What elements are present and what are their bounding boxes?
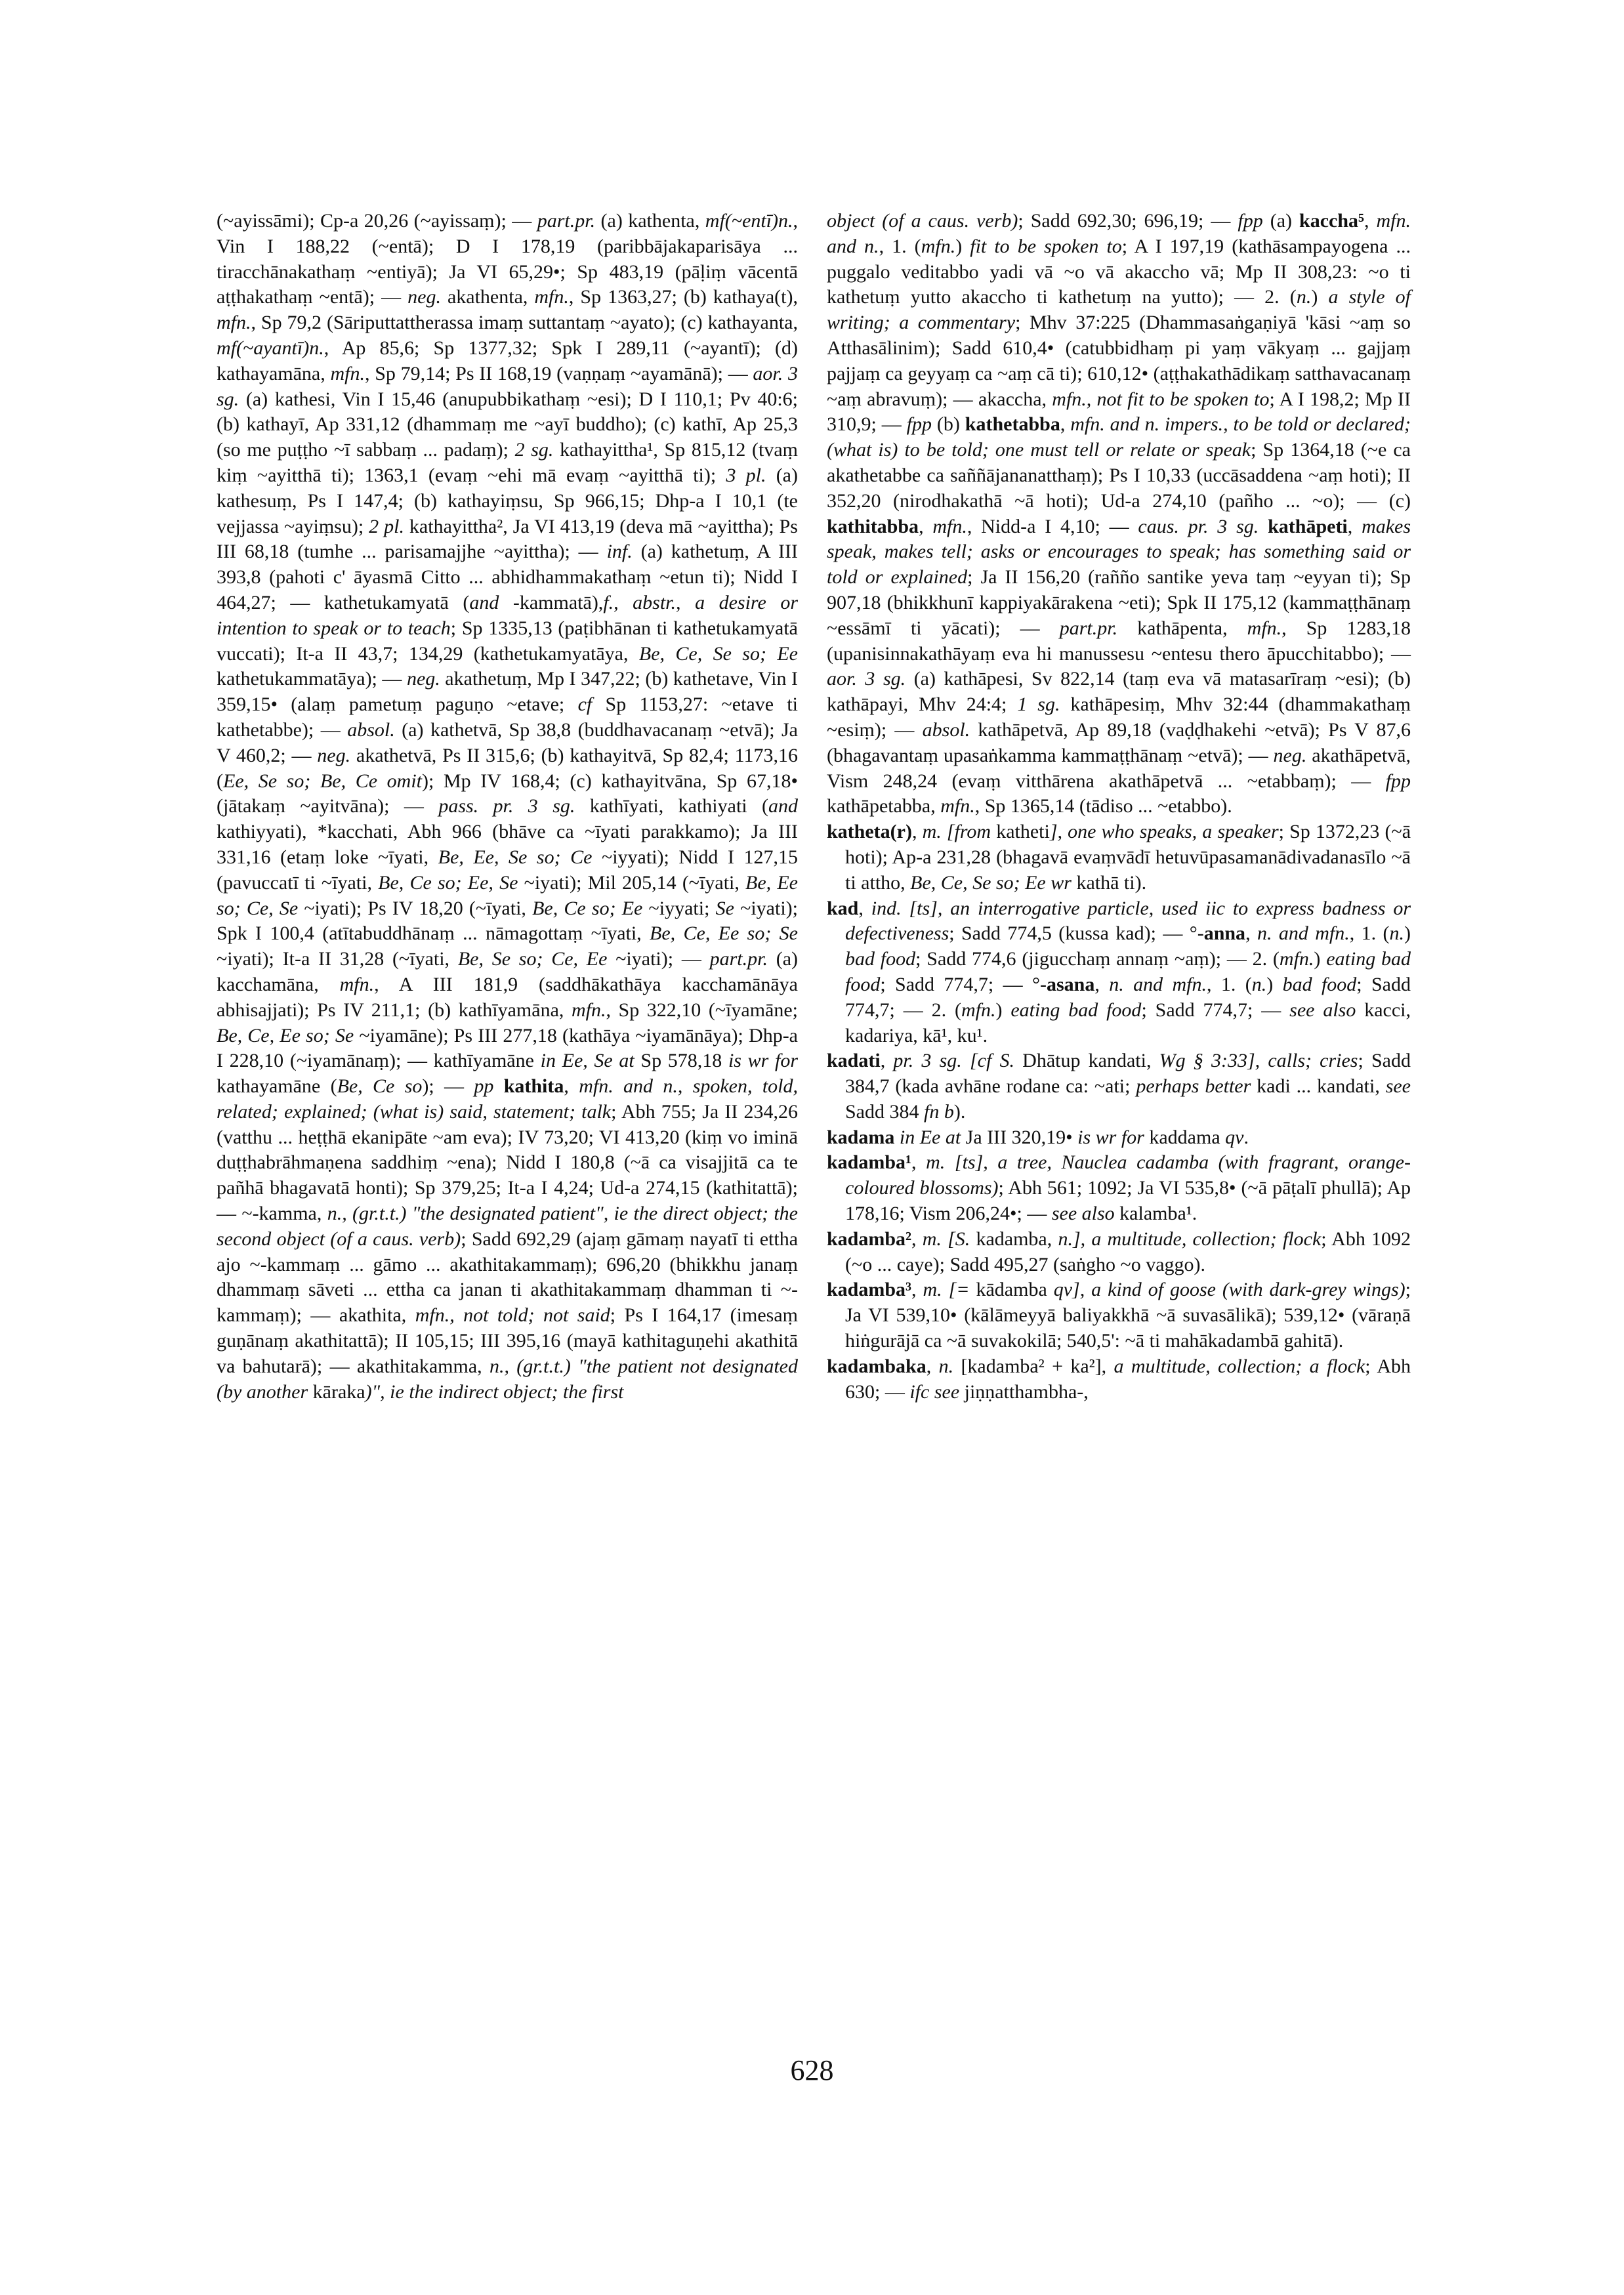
italic-gloss: absol. <box>922 718 970 741</box>
entry-text: kādamba <box>969 1279 1054 1301</box>
entry-text: (a) kathesi, Vin I 15,46 (anupubbikathaṃ ~esi); D I 110,1; Pv 40:6; (b) kathayī, Ap 331,12 (dhammaṃ me ~ayī buddho); (c) kathī, Ap 25,3 (so me puṭṭho ~ī sabbaṃ ... padaṃ); <box>217 388 798 461</box>
italic-gloss: m. [ts], a tree, Nauclea cadamba (with fragrant, orange-coloured blossoms) <box>845 1151 1411 1199</box>
headword: kadamba² <box>827 1228 912 1250</box>
italic-gloss: mfn. <box>339 973 375 995</box>
entry-text: ; A I 197,19 (kathāsampayogena ... puggalo veditabbo yadi vā ~o vā akaccho vā; Mp II 308,23: ~o ti kathetuṃ yutto akaccho ti kathetuṃ na yutto); — 2. ( <box>827 235 1411 308</box>
entry-text: ; Sadd 774,7; — <box>1141 999 1290 1021</box>
entry-text: kadamba, <box>970 1228 1058 1250</box>
italic-gloss: 3 pl. <box>726 464 766 486</box>
dictionary-entry <box>827 1354 1411 1405</box>
italic-gloss: bad food <box>845 948 916 970</box>
entry-text: Dhātup kandati, <box>1014 1050 1159 1072</box>
italic-gloss: Be, Ce, Ee so; Se <box>217 1024 354 1046</box>
entry-text: ) <box>955 235 970 257</box>
italic-gloss: qv <box>1225 1126 1244 1148</box>
italic-gloss: mfn. and n., spoken, told, related; explained; (what is) said, statement; talk <box>217 1075 798 1123</box>
entry-text: ~iyyati; <box>642 897 716 919</box>
entry-text <box>1259 516 1268 537</box>
entry-text: kadi ... kandati, <box>1251 1075 1386 1098</box>
entry-text: (a) <box>1262 210 1300 232</box>
entry-text: kacci, kadariya, kā¹, ku¹. <box>845 999 1411 1046</box>
italic-gloss: Be, Ce so; Ee <box>532 897 643 919</box>
italic-gloss: pr. 3 sg. [cf S. <box>893 1050 1014 1072</box>
entry-text: ~iyati); — <box>607 948 710 970</box>
italic-gloss: eating bad food <box>845 948 1411 995</box>
entry-text: , Sp 1365,14 (tādiso ... ~etabbo). <box>974 795 1232 817</box>
italic-gloss: ind. [ts], an interrogative particle, used iic to express badness or defectiveness <box>845 897 1411 945</box>
entry-text: akathenta, <box>440 286 535 308</box>
italic-gloss: object (of a caus. verb) <box>827 210 1018 232</box>
entry-text: , <box>919 515 933 537</box>
entry-text: akathetuṃ, Mp I 347,22; (b) kathetave, Vin I 359,15• (alaṃ pametuṃ paguṇo ~etave; <box>217 668 798 716</box>
italic-gloss: is wr for <box>728 1050 798 1072</box>
entry-text: , Sp 322,10 (~īyamāne; <box>606 999 799 1021</box>
italic-gloss: in Ee at <box>899 1126 961 1148</box>
italic-gloss: mfn. <box>932 515 967 537</box>
entry-text: ); Mp IV 168,4; (c) kathayitvāna, Sp 67,18• (jātakaṃ ~ayitvāna); — <box>217 770 799 817</box>
entry-text: , <box>564 1075 579 1098</box>
entry-text <box>894 1127 900 1148</box>
italic-gloss: m. [= <box>923 1279 970 1301</box>
entry-text: akathetvā, Ps II 315,6; (b) kathayitvā, Sp 82,4; 1173,16 ( <box>217 744 798 792</box>
headword: kathita <box>493 1075 564 1098</box>
headword: kathetabba <box>965 413 1060 436</box>
entry-text: ~iyati); Spk I 100,4 (atītabuddhānaṃ ... nāmagottaṃ ~īyati, <box>217 897 798 945</box>
italic-gloss: fpp <box>1238 210 1263 232</box>
dictionary-entry <box>827 1125 1411 1151</box>
italic-gloss: n. <box>938 1355 954 1377</box>
entry-text: kathāpenta, <box>1117 617 1247 639</box>
entry-text: kathāpetabba, <box>827 795 941 817</box>
italic-gloss: m. [from <box>922 821 991 843</box>
italic-gloss: n. and mfn. <box>1109 973 1207 995</box>
entry-text: , 1. ( <box>1349 922 1390 945</box>
italic-gloss: mf(~entī)n. <box>705 210 793 232</box>
entry-text: , <box>1245 922 1257 945</box>
entry-text: ) <box>1266 973 1283 995</box>
italic-gloss: mfn. and n. impers., to be told or declared; (what is) to be told; one must tell or relate or speak <box>827 413 1411 461</box>
entry-text: ) <box>1314 948 1327 970</box>
entry-text: , 1. ( <box>1206 973 1252 995</box>
italic-gloss: Be, Ce, Se so; Ee wr <box>910 871 1072 894</box>
italic-gloss: n. <box>1251 973 1267 995</box>
italic-gloss: m. [S. <box>922 1228 970 1250</box>
entry-text: ). <box>953 1100 966 1123</box>
italic-gloss: and <box>768 795 798 817</box>
entry-text: kaddama <box>1144 1126 1226 1148</box>
entry-continuation <box>827 209 1411 819</box>
right-column <box>827 209 1411 1405</box>
entry-text: , Sp 79,2 (Sāriputtattherassa imaṃ suttantaṃ ~ayato); (c) kathayanta, <box>251 312 798 334</box>
italic-gloss: and <box>469 591 499 613</box>
entry-text: ; Abh 561; 1092; Ja VI 535,8• (~ā pāṭalī phullā); Ap 178,16; Vism 206,24•; — <box>845 1177 1411 1225</box>
entry-text: , Sp 79,14; Ps II 168,19 (vaṇṇaṃ ~ayamānā); — <box>364 362 753 384</box>
italic-gloss: part.pr. <box>1059 617 1118 639</box>
italic-gloss: n. and mfn. <box>1257 922 1350 945</box>
entry-text: kalamba¹. <box>1114 1203 1197 1225</box>
entry-text: jiṇṇatthambha-, <box>959 1380 1089 1403</box>
italic-gloss: neg. <box>1273 744 1307 766</box>
entry-text: ; Sadd 692,30; 696,19; — <box>1018 210 1238 232</box>
entry-text: ; Mhv 37:225 (Dhammasaṅgaṇiyā 'kāsi ~aṃ so Atthasālinim); Sadd 610,4• (catubbidhaṃ pi yaṃ vākyaṃ ... gajjaṃ pajjaṃ ca geyyaṃ ca ~aṃ cā ti); 610,12• (aṭṭhakathādikaṃ satthavacanaṃ ~aṃ abravuṃ); — akaccha, <box>827 312 1411 410</box>
italic-gloss: mf(~ayantī)n. <box>217 337 324 359</box>
entry-text: ; Abh 755; Ja II 234,26 (vatthu ... heṭṭhā ekanipāte ~am eva); IV 73,20; VI 413,20 (kiṃ vo iminā duṭṭhabrāhmaṇena saddhiṃ ~ena); Nidd I 180,8 (~ā ca visajjitā ca te pañhā bhagavatā honti); Sp 379,25; It-a I 4,24; Ud-a 274,15 (kathitattā); — ~-kamma, <box>217 1100 798 1225</box>
italic-gloss: Be, Ce so <box>337 1075 423 1098</box>
entry-text: , A III 181,9 (saddhākathāya kacchamānāya abhisajjati); Ps IV 211,1; (b) kathīyamāna, <box>217 973 798 1021</box>
entry-text: (b) <box>932 413 965 436</box>
entry-text: , <box>911 821 923 843</box>
entry-text: , <box>1094 973 1110 995</box>
italic-gloss: mfn. and n. <box>827 210 1411 257</box>
italic-gloss: ifc see <box>909 1380 960 1403</box>
dictionary-entry <box>827 1277 1411 1354</box>
entry-text: Sadd 384 <box>845 1100 924 1123</box>
italic-gloss: cf <box>577 693 593 716</box>
italic-gloss: see <box>1385 1075 1411 1098</box>
italic-gloss: bad food <box>1282 973 1357 995</box>
entry-text: ~iyyati); Nidd I 127,15 (pavuccatī ti ~īyati, <box>217 846 798 894</box>
entry-text: ; Ja II 156,20 (rañño santike yeva taṃ ~eyyan ti); Sp 907,18 (bhikkhunī kappiyakārakena ~eti); Spk II 175,12 (kammaṭṭhānaṃ ~essāmī ti yācati); — <box>827 566 1411 639</box>
entry-text: ; Ps I 164,17 (imesaṃ guṇānaṃ akathitattā); II 105,15; III 395,16 (mayā kathitaguṇehi akathitā va bahutarā); — akathitakamma, <box>217 1304 798 1377</box>
italic-gloss: fpp <box>906 413 932 436</box>
italic-gloss: neg. <box>317 744 351 766</box>
entry-text: Ja III 320,19• <box>961 1126 1078 1148</box>
dictionary-entry <box>827 896 1411 1049</box>
italic-gloss: neg. <box>406 668 440 690</box>
entry-text: kathiyyati), *kacchati, Abh 966 (bhāve ca ~īyati parakkamo); Ja III 331,16 (etaṃ loke ~īyati, <box>217 821 798 868</box>
italic-gloss: pp <box>474 1075 494 1098</box>
entry-text: ; Sadd 774,7; — 2. ( <box>845 973 1411 1021</box>
entry-text: akathāpetvā, Vism 248,24 (evaṃ vitthārena akathāpetvā ... ~etabbaṃ); — <box>827 744 1411 792</box>
italic-gloss: Be, Ee so; Ce, Se <box>217 871 798 919</box>
entry-text: kathā ti). <box>1071 871 1147 894</box>
italic-gloss: n. <box>1389 922 1404 945</box>
headword: asana <box>1046 973 1095 995</box>
entry-text: , <box>1364 210 1377 232</box>
italic-gloss: n. <box>1296 286 1312 308</box>
entry-text: ) <box>995 999 1011 1021</box>
italic-gloss: mfn., not fit to be spoken to <box>1052 388 1270 410</box>
italic-gloss: n., (gr.t.t.) "the patient not designated (by another <box>217 1355 798 1403</box>
italic-gloss: aor. 3 sg. <box>827 668 906 690</box>
italic-gloss: Be, Ce so; Ee, Se <box>378 871 518 894</box>
dictionary-entry <box>827 1048 1411 1125</box>
entry-text: kathīyati, kathiyati ( <box>575 795 768 817</box>
entry-text: ; Sp 1364,18 (~e ca akathetabbe ca saññājananatthaṃ); Ps I 10,33 (uccāsaddena ~aṃ hoti); II 352,20 (nirodhakathā ~ā hoti); Ud-a 274,10 (pañho ... ~o); — (c) <box>827 439 1411 512</box>
italic-gloss: mfn. <box>571 999 606 1021</box>
headword: kaccha⁵ <box>1299 210 1365 232</box>
italic-gloss: absol. <box>347 718 395 741</box>
italic-gloss: Be, Ee, Se so; Ce <box>438 846 593 868</box>
entry-text: kāraka <box>308 1380 365 1403</box>
entry-text: ; Sp 1335,13 (paṭibhānan ti kathetukamyatā vuccati); It-a II 43,7; 134,29 (kathetukamyatāya, <box>217 617 798 665</box>
italic-gloss: Ee, Se so; Be, Ce omit <box>223 770 422 792</box>
entry-text: (a) kathetuṃ, A III 393,8 (pahoti c' āyasmā Citto ... abhidhammakathaṃ ~etun ti); Nidd I 464,27; — kathetukamyatā ( <box>217 541 799 613</box>
entry-text: ; Sadd 774,7; — °- <box>880 973 1047 995</box>
entry-text: Sp 578,18 <box>634 1050 728 1072</box>
entry-text: kathayamāne ( <box>217 1075 337 1098</box>
italic-gloss: )", ie the indirect object; the first <box>365 1380 624 1403</box>
entry-text: , Nidd-a I 4,10; — <box>967 515 1138 537</box>
entry-text: ; Sp 1372,23 (~ā hoti); Ap-a 231,28 (bhagavā evaṃvādī hetuvūpasamanādivadanasīlo ~ā ti attho, <box>845 821 1411 894</box>
entry-text: , <box>926 1355 939 1377</box>
italic-gloss: in Ee, Se at <box>540 1050 635 1072</box>
entry-text: , Sp 1283,18 (upanisinnakathāyaṃ eva hi manussesu ~entesu thero āpucchitabbo); — <box>827 617 1411 665</box>
headword: kadama <box>827 1126 895 1148</box>
entry-text: , <box>858 897 871 919</box>
entry-text: ~iyati); It-a II 31,28 (~īyati, <box>217 948 458 970</box>
italic-gloss: Be, Ce, Ee so; Se <box>650 922 798 945</box>
italic-gloss: Se <box>715 897 734 919</box>
italic-gloss: see also <box>1289 999 1356 1021</box>
italic-gloss: is wr for <box>1077 1126 1144 1148</box>
dictionary-entry <box>827 1227 1411 1278</box>
entry-text: kathayittha¹, Sp 815,12 (tvaṃ kiṃ ~ayitthā ti); 1363,1 (evaṃ ~ehi mā evaṃ ~ayitthā ti); <box>217 439 798 486</box>
italic-gloss: eating bad food <box>1010 999 1142 1021</box>
entry-text: kathāpetvā, Ap 89,18 (vaḍḍhakehi ~etvā); Ps V 87,6 (bhagavantaṃ upasaṅkamma kammaṭṭhānaṃ ~etvā); — <box>827 718 1411 766</box>
entry-text: ~iyamāne); Ps III 277,18 (kathāya ~iyamānāya); Dhp-a I 228,10 (~iyamānaṃ); — kathīyamāne <box>217 1024 798 1072</box>
italic-gloss: mfn. <box>921 235 956 257</box>
entry-text: ~iyati); Mil 205,14 (~īyati, <box>518 871 746 894</box>
entry-text: kathayittha², Ja VI 413,19 (deva mā ~ayittha); Ps III 68,18 (tumhe ... parisamajjhe ~ayittha); — <box>217 515 798 563</box>
entry-text: ; Abh 1092 (~o ... caye); Sadd 495,27 (saṅgho ~o vaggo). <box>845 1228 1411 1275</box>
italic-gloss: mfn., not told; not said <box>415 1304 610 1327</box>
entry-text: ; A I 198,2; Mp II 310,9; — <box>827 388 1411 436</box>
entry-text: ; Abh 630; — <box>845 1355 1411 1403</box>
entry-text: katheti <box>991 821 1050 843</box>
entry-text: ) <box>1404 922 1411 945</box>
italic-gloss: mfn. <box>1279 948 1314 970</box>
entry-continuation <box>217 209 798 1405</box>
italic-gloss: Be, Se so; Ce, Ee <box>457 948 608 970</box>
headword: kathitabba <box>827 515 919 537</box>
italic-gloss: mfn. <box>217 312 251 334</box>
entry-text: , <box>880 1050 894 1072</box>
entry-text: ; Sadd 692,29 (ajaṃ gāmaṃ nayatī ti ettha ajo ~-kammaṃ ... gāmo ... akathitakammaṃ); 696,20 (bhikkhu janaṃ dhammaṃ sāveti ... ettha ca janan ti akathitakammaṃ dhamman ti ~-kammaṃ); — akathita, <box>217 1228 799 1327</box>
entry-text: (a) kathenta, <box>595 210 705 232</box>
italic-gloss: fn b <box>924 1100 954 1123</box>
italic-gloss: perhaps better <box>1136 1075 1251 1098</box>
entry-text: ; Sadd 774,5 (kussa kad); — °- <box>949 922 1204 945</box>
entry-text: , <box>911 1228 923 1250</box>
entry-text: (a) kathetvā, Sp 38,8 (buddhavacanaṃ ~etvā); Ja V 460,2; — <box>217 718 798 766</box>
italic-gloss: inf. <box>606 541 633 563</box>
italic-gloss: fit to be spoken to <box>970 235 1122 257</box>
italic-gloss: mfn. <box>940 795 975 817</box>
entry-text: [kadamba² + ka²], <box>953 1355 1114 1377</box>
entry-text: (a) kathesuṃ, Ps I 147,4; (b) kathayiṃsu, Sp 966,15; Dhp-a I 10,1 (te vejjassa ~ayiṃsu); <box>217 464 798 537</box>
entry-text: , 1. ( <box>879 235 921 257</box>
left-column <box>217 209 798 1405</box>
italic-gloss: see also <box>1051 1203 1115 1225</box>
headword: kad <box>827 897 859 919</box>
italic-gloss: mfn. <box>534 286 569 308</box>
italic-gloss: pass. pr. 3 sg. <box>438 795 575 817</box>
italic-gloss: Wg § 3:33], calls; cries <box>1159 1050 1358 1072</box>
italic-gloss: a multitude, collection; a flock <box>1114 1355 1365 1377</box>
entry-text: , <box>911 1279 923 1301</box>
italic-gloss: 1 sg. <box>1017 693 1060 716</box>
italic-gloss: ], one who speaks, a speaker <box>1049 821 1279 843</box>
italic-gloss: Be, Ce, Se so; Ee <box>638 642 798 665</box>
entry-text: . <box>1243 1126 1249 1148</box>
entry-text: Sp 1153,27: ~etave ti kathetabbe); — <box>217 693 799 741</box>
italic-gloss: mfn. <box>1247 617 1282 639</box>
entry-text: ~iyati); Ps IV 18,20 (~īyati, <box>298 897 533 919</box>
italic-gloss: caus. pr. 3 sg. <box>1138 515 1259 537</box>
headword: kathāpeti <box>1268 515 1348 537</box>
headword: kadati <box>827 1050 881 1072</box>
italic-gloss: mfn. <box>330 362 365 384</box>
italic-gloss: qv], a kind of goose (with dark-grey wings) <box>1053 1279 1405 1301</box>
dictionary-entry <box>827 819 1411 896</box>
headword: katheta(r) <box>827 821 912 843</box>
italic-gloss: makes speak, makes tell; asks or encourages to speak; has something said or told or explained <box>827 515 1411 589</box>
italic-gloss: part.pr. <box>537 210 596 232</box>
italic-gloss: part.pr. <box>709 948 768 970</box>
entry-text: kathāpesiṃ, Mhv 32:44 (dhammakathaṃ ~esiṃ); — <box>827 693 1411 741</box>
headword: kadambaka <box>827 1355 927 1377</box>
entry-text: , <box>911 1151 927 1174</box>
italic-gloss: n., (gr.t.t.) "the designated patient", ie the direct object; the second object (of a caus. verb) <box>217 1203 798 1250</box>
headword: anna <box>1203 922 1246 945</box>
italic-gloss: 2 pl. <box>369 515 404 537</box>
entry-text: , Sp 1363,27; (b) kathaya(t), <box>568 286 798 308</box>
italic-gloss: a style of writing; a commentary <box>827 286 1411 334</box>
entry-text: (a) kathāpesi, Sv 822,14 (taṃ eva vā matasarīraṃ ~esi); (b) kathāpayi, Mhv 24:4; <box>827 668 1411 716</box>
page-number: 628 <box>790 2054 834 2086</box>
entry-text: , <box>1347 515 1362 537</box>
entry-text: , <box>1060 413 1071 436</box>
italic-gloss: n.], a multitude, collection; flock <box>1058 1228 1322 1250</box>
entry-text: (a) kacchamāna, <box>217 948 799 995</box>
headword: kadamba³ <box>827 1279 912 1301</box>
italic-gloss: fpp <box>1385 770 1411 792</box>
dictionary-entry <box>827 1150 1411 1226</box>
entry-text: -kammatā), <box>499 591 604 613</box>
italic-gloss: 2 sg. <box>514 439 554 461</box>
entry-text: ; Ja VI 539,10• (kālāmeyyā baliyakkhā ~ā suvasālikā); 539,12• (vāraṇā hiṅgurājā ca ~ā suvakokilā; 540,5': ~ā ti mahākadambā gahitā). <box>845 1279 1411 1352</box>
entry-text: ); — <box>422 1075 474 1098</box>
italic-gloss: f., abstr., a desire or intention to speak or to teach <box>217 591 799 639</box>
entry-text: , Vin I 188,22 (~entā); D I 178,19 (paribbājakaparisāya ... tiracchānakathaṃ ~entiyā); Ja VI 65,29•; Sp 483,19 (pāḷiṃ vācentā aṭṭhakathaṃ ~entā); — <box>217 210 798 308</box>
italic-gloss: neg. <box>407 286 441 308</box>
entry-text: kathetukammatāya); — <box>217 668 407 690</box>
headword: kadamba¹ <box>827 1151 912 1174</box>
entry-text: ; Sadd 774,6 (jigucchaṃ annaṃ ~aṃ); — 2. ( <box>915 948 1280 970</box>
italic-gloss: aor. 3 sg. <box>217 362 798 410</box>
entry-text: , Ap 85,6; Sp 1377,32; Spk I 289,11 (~ayantī); (d) kathayamāna, <box>217 337 798 384</box>
entry-text: ) <box>1311 286 1329 308</box>
italic-gloss: mfn. <box>961 999 996 1021</box>
entry-text: ; Sadd 384,7 (kada avhāne rodane ca: ~ati; <box>845 1050 1411 1098</box>
entry-text: (~ayissāmi); Cp-a 20,26 (~ayissaṃ); — <box>217 210 537 232</box>
